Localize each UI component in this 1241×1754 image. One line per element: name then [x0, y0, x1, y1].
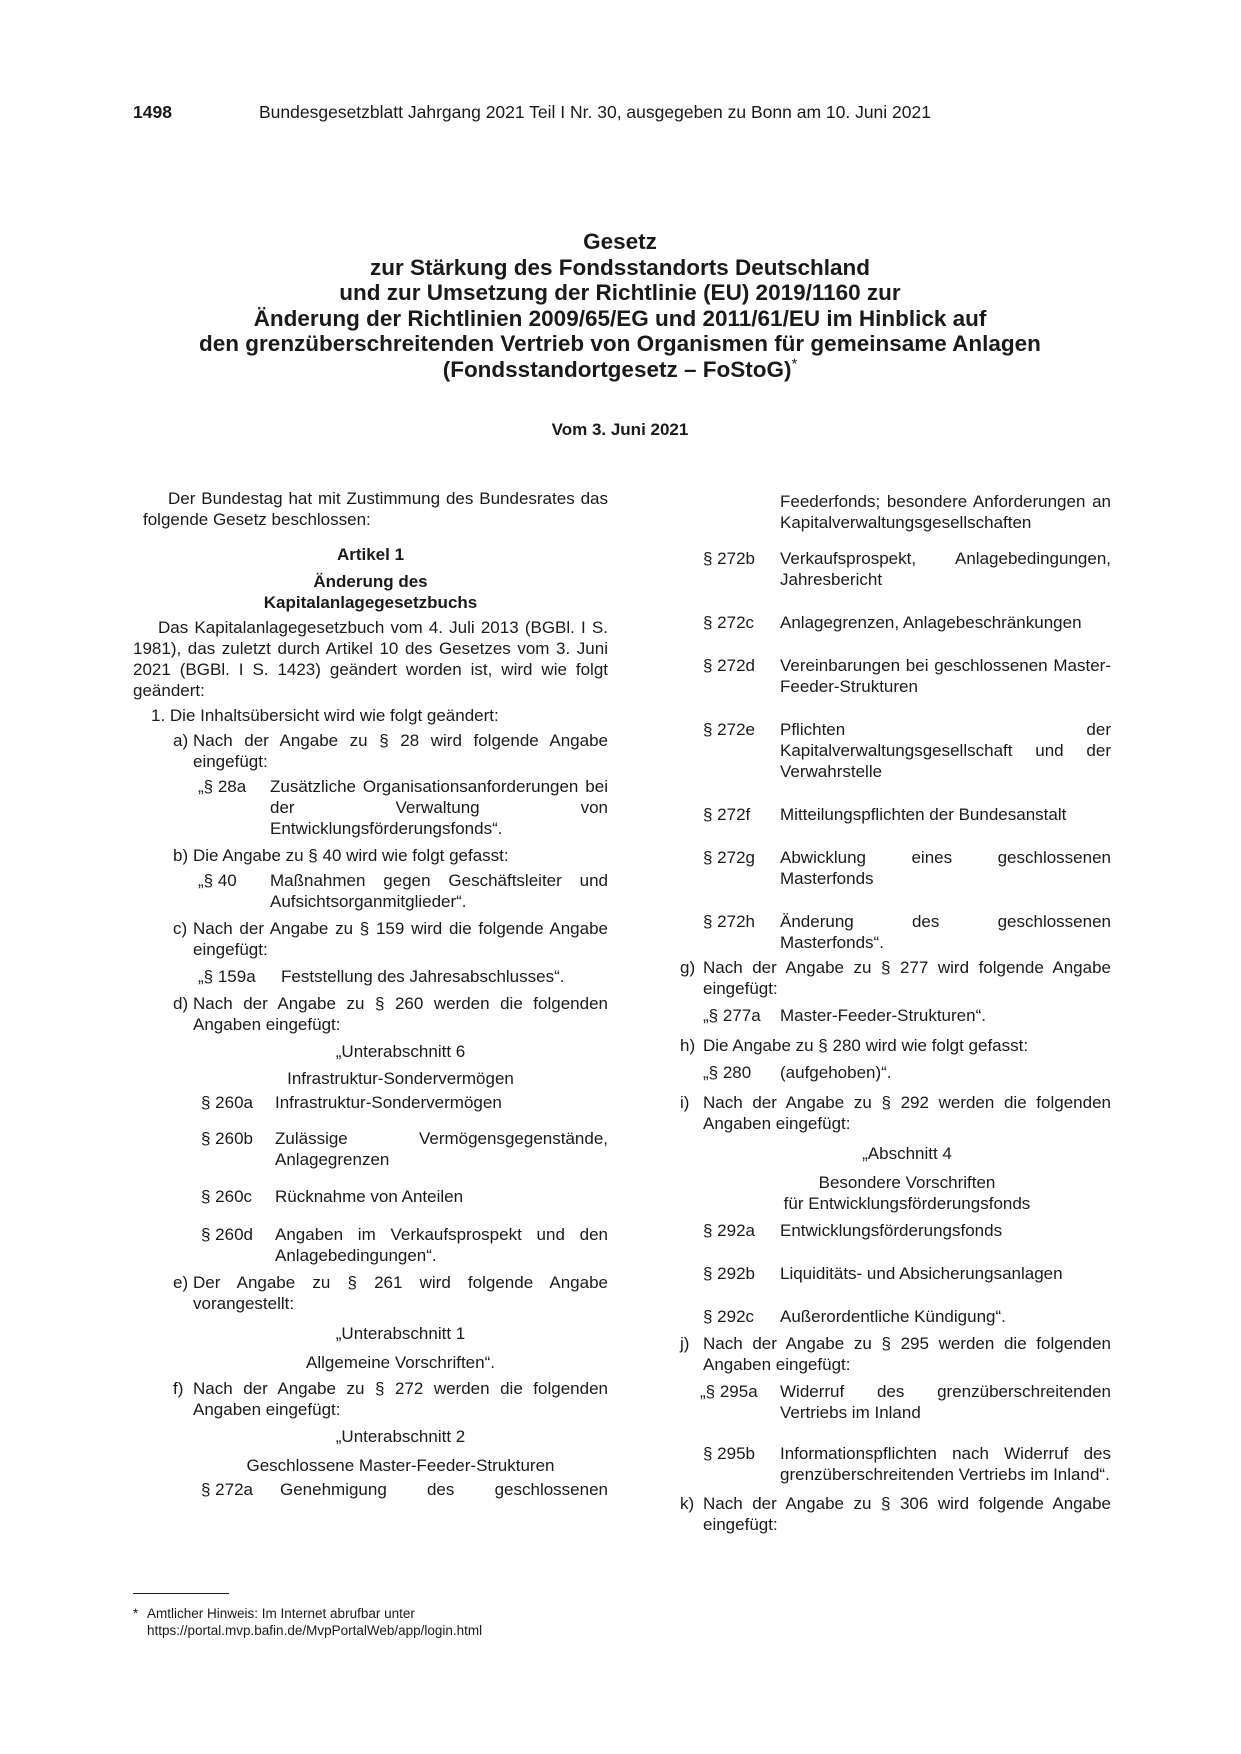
section-number: § 292c — [703, 1307, 755, 1326]
section-text: Zusätzliche Organisationsanforderungen bei der Verwaltung von Entwicklungsförderungsfonds“. — [270, 777, 608, 838]
article-title: Änderung des — [313, 572, 428, 591]
footnote-mark: * — [791, 355, 798, 372]
toc-entry — [680, 1062, 1111, 1083]
section-number: § 260a — [201, 1093, 253, 1112]
item-text: Nach der Angabe zu § 272 werden die folgenden Angaben eingefügt: — [193, 1379, 608, 1419]
toc-entry-continued — [680, 491, 1111, 533]
section-number: § 272g — [703, 848, 755, 867]
toc-entry — [133, 1186, 608, 1207]
article-heading: Artikel 1 — [336, 545, 405, 564]
section-text: Pflichten der Kapitalverwaltungsgesellschaft und der Verwahrstelle — [780, 720, 1111, 781]
item-text: Nach der Angabe zu § 277 wird folgende Angabe eingefügt: — [703, 958, 1111, 998]
subsection-heading: „Unterabschnitt 2 — [335, 1427, 466, 1446]
item-label: b) — [173, 846, 189, 865]
subsection-title: Geschlossene Master-Feeder-Strukturen — [246, 1456, 555, 1475]
section-text: Liquiditäts- und Absicherungsanlagen — [780, 1264, 1063, 1283]
item-g — [680, 957, 1111, 999]
section-text: Feederfonds; besondere Anforderungen an Kapitalverwaltungsgesellschaften — [780, 492, 1111, 532]
item-text: Nach der Angabe zu § 295 werden die folgenden Angaben eingefügt: — [703, 1334, 1111, 1374]
item-label: c) — [173, 919, 188, 938]
intro-paragraph: Der Bundestag hat mit Zustimmung des Bundesrates das folgende Gesetz beschlossen: — [143, 489, 608, 529]
section-number: „§ 159a — [198, 967, 256, 986]
page-number: 1498 — [133, 102, 172, 122]
item-label: d) — [173, 994, 189, 1013]
item-text: Der Angabe zu § 261 wird folgende Angabe vorangestellt: — [193, 1273, 608, 1313]
item-i — [680, 1092, 1111, 1134]
left-column — [133, 488, 608, 1500]
item-text: Nach der Angabe zu § 159 wird die folgende Angabe eingefügt: — [193, 919, 608, 959]
item-text: Die Angabe zu § 280 wird wie folgt gefasst: — [703, 1036, 1029, 1055]
section-number: § 272a — [201, 1480, 253, 1499]
toc-entry — [680, 847, 1111, 889]
section-text: Widerruf des grenzüberschreitenden Vertriebs im Inland — [780, 1382, 1111, 1422]
footnote — [133, 1605, 608, 1639]
section-number: § 272e — [703, 720, 755, 739]
title-short-name: (Fondsstandortgesetz – FoStoG) — [442, 356, 792, 382]
toc-entry — [680, 548, 1111, 590]
section-number: „§ 295a — [700, 1382, 758, 1401]
section-text: Maßnahmen gegen Geschäftsleiter und Aufsichtsorganmitglieder“. — [270, 871, 608, 911]
article-title: Kapitalanlagegesetzbuchs — [263, 593, 478, 612]
toc-entry — [680, 655, 1111, 697]
section-number: § 272b — [703, 549, 755, 568]
title-line: den grenzüberschreitenden Vertrieb von Organismen für gemeinsame Anlagen — [199, 331, 1041, 356]
section-number: § 292a — [703, 1221, 755, 1240]
section-title: Besondere Vorschriften — [818, 1173, 996, 1192]
item-1: 1. Die Inhaltsübersicht wird wie folgt geändert: — [151, 706, 499, 725]
toc-entry — [680, 1220, 1111, 1241]
item-c — [133, 918, 608, 960]
subsection-heading: „Unterabschnitt 1 — [335, 1324, 466, 1343]
section-text: Zulässige Vermögensgegenstände, Anlagegrenzen — [275, 1129, 608, 1169]
section-title: für Entwicklungsförderungsfonds — [783, 1194, 1031, 1213]
section-number: § 272f — [703, 805, 751, 824]
item-h — [680, 1035, 1111, 1056]
item-d — [133, 993, 608, 1035]
section-number: § 272d — [703, 656, 755, 675]
section-text: Rücknahme von Anteilen — [275, 1187, 464, 1206]
amendment-paragraph: Das Kapitalanlagegesetzbuch vom 4. Juli 2013 (BGBl. I S. 1981), das zuletzt durch Artikel 10 des Gesetzes vom 3. Juni 2021 (BGBl. I S. 1423) geändert worden ist, wird wie folgt geändert: — [133, 618, 608, 700]
toc-entry — [680, 1381, 1111, 1423]
title-line — [120, 357, 1120, 383]
section-text: Angaben im Verkaufsprospekt und den Anlagebedingungen“. — [275, 1225, 608, 1265]
footnote-divider — [133, 1593, 229, 1594]
item-label: e) — [173, 1273, 189, 1292]
item-label: j) — [680, 1334, 690, 1353]
item-text: Nach der Angabe zu § 306 wird folgende Angabe eingefügt: — [703, 1494, 1111, 1534]
section-text: Abwicklung eines geschlossenen Masterfonds — [780, 848, 1111, 888]
title-line: und zur Umsetzung der Richtlinie (EU) 2019/1160 zur — [339, 280, 901, 305]
toc-entry — [133, 870, 608, 912]
section-text: Verkaufsprospekt, Anlagebedingungen, Jahresbericht — [780, 549, 1111, 589]
toc-entry — [680, 612, 1111, 633]
section-text: Master-Feeder-Strukturen“. — [780, 1006, 986, 1025]
section-text: (aufgehoben)“. — [780, 1063, 892, 1082]
toc-entry — [133, 1479, 608, 1500]
toc-entry — [133, 1092, 608, 1113]
toc-entry — [133, 1128, 608, 1170]
toc-entry — [680, 804, 1111, 825]
item-text: Nach der Angabe zu § 260 werden die folgenden Angaben eingefügt: — [193, 994, 608, 1034]
title-line: Gesetz — [583, 229, 657, 254]
section-number: § 272c — [703, 613, 755, 632]
toc-entry — [133, 776, 608, 839]
toc-entry — [680, 1443, 1111, 1485]
section-text: Außerordentliche Kündigung“. — [780, 1307, 1006, 1326]
item-label: f) — [173, 1379, 184, 1398]
section-text: Entwicklungsförderungsfonds — [780, 1221, 1003, 1240]
law-title — [120, 229, 1120, 382]
item-label: k) — [680, 1494, 695, 1513]
subsection-title: Allgemeine Vorschriften“. — [306, 1353, 495, 1372]
section-number: § 260b — [201, 1129, 253, 1148]
title-line: Änderung der Richtlinien 2009/65/EG und 2011/61/EU im Hinblick auf — [253, 305, 987, 331]
toc-entry — [680, 719, 1111, 782]
section-number: „§ 40 — [198, 871, 237, 890]
subsection-title: Infrastruktur-Sondervermögen — [287, 1069, 514, 1088]
section-number: § 260c — [201, 1187, 253, 1206]
item-text: Nach der Angabe zu § 28 wird folgende Angabe eingefügt: — [193, 731, 608, 771]
section-number: § 295b — [703, 1444, 755, 1463]
section-number: „§ 280 — [703, 1063, 752, 1082]
section-text: Infrastruktur-Sondervermögen — [275, 1093, 502, 1112]
item-k — [680, 1493, 1111, 1535]
right-column — [680, 491, 1111, 1535]
item-text: Die Angabe zu § 40 wird wie folgt gefasst: — [193, 846, 509, 865]
section-text: Vereinbarungen bei geschlossenen Master-Feeder-Strukturen — [780, 656, 1111, 696]
running-title: Bundesgesetzblatt Jahrgang 2021 Teil I Nr. 30, ausgegeben zu Bonn am 10. Juni 2021 — [259, 102, 931, 122]
item-label: a) — [173, 731, 189, 750]
section-text: Änderung des geschlossenen Masterfonds“. — [780, 912, 1111, 952]
section-number: § 292b — [703, 1264, 755, 1283]
toc-entry — [680, 1005, 1111, 1026]
item-e — [133, 1272, 608, 1314]
title-line: zur Stärkung des Fondsstandorts Deutschland — [369, 254, 871, 280]
section-text: Feststellung des Jahresabschlusses“. — [281, 967, 565, 986]
item-j — [680, 1333, 1111, 1375]
item-f — [133, 1378, 608, 1420]
toc-entry — [680, 911, 1111, 953]
item-label: i) — [680, 1093, 690, 1112]
toc-entry — [133, 966, 608, 987]
toc-entry — [680, 1263, 1111, 1284]
section-number: „§ 28a — [198, 777, 247, 796]
section-number: § 260d — [201, 1225, 253, 1244]
section-text: Informationspflichten nach Widerruf des grenzüberschreitenden Vertriebs im Inland“. — [780, 1444, 1111, 1484]
item-label: g) — [680, 958, 696, 977]
law-date: Vom 3. Juni 2021 — [551, 420, 689, 439]
item-a — [133, 730, 608, 772]
section-number: § 272h — [703, 912, 755, 931]
item-b — [133, 845, 608, 866]
section-text: Genehmigung des geschlossenen — [280, 1480, 608, 1499]
item-text: Nach der Angabe zu § 292 werden die folgenden Angaben eingefügt: — [703, 1093, 1111, 1133]
subsection-heading: „Unterabschnitt 6 — [335, 1042, 466, 1061]
footnote-text: Amtlicher Hinweis: Im Internet abrufbar unter https://portal.mvp.bafin.de/MvpPortalWeb/app/login.html — [147, 1606, 483, 1638]
section-text: Anlagegrenzen, Anlagebeschränkungen — [780, 613, 1082, 632]
item-label: h) — [680, 1036, 696, 1055]
section-number: „§ 277a — [703, 1006, 761, 1025]
section-text: Mitteilungspflichten der Bundesanstalt — [780, 805, 1067, 824]
toc-entry — [680, 1306, 1111, 1327]
footnote-mark: * — [133, 1606, 139, 1621]
toc-entry — [133, 1224, 608, 1266]
section-heading: „Abschnitt 4 — [862, 1144, 952, 1163]
